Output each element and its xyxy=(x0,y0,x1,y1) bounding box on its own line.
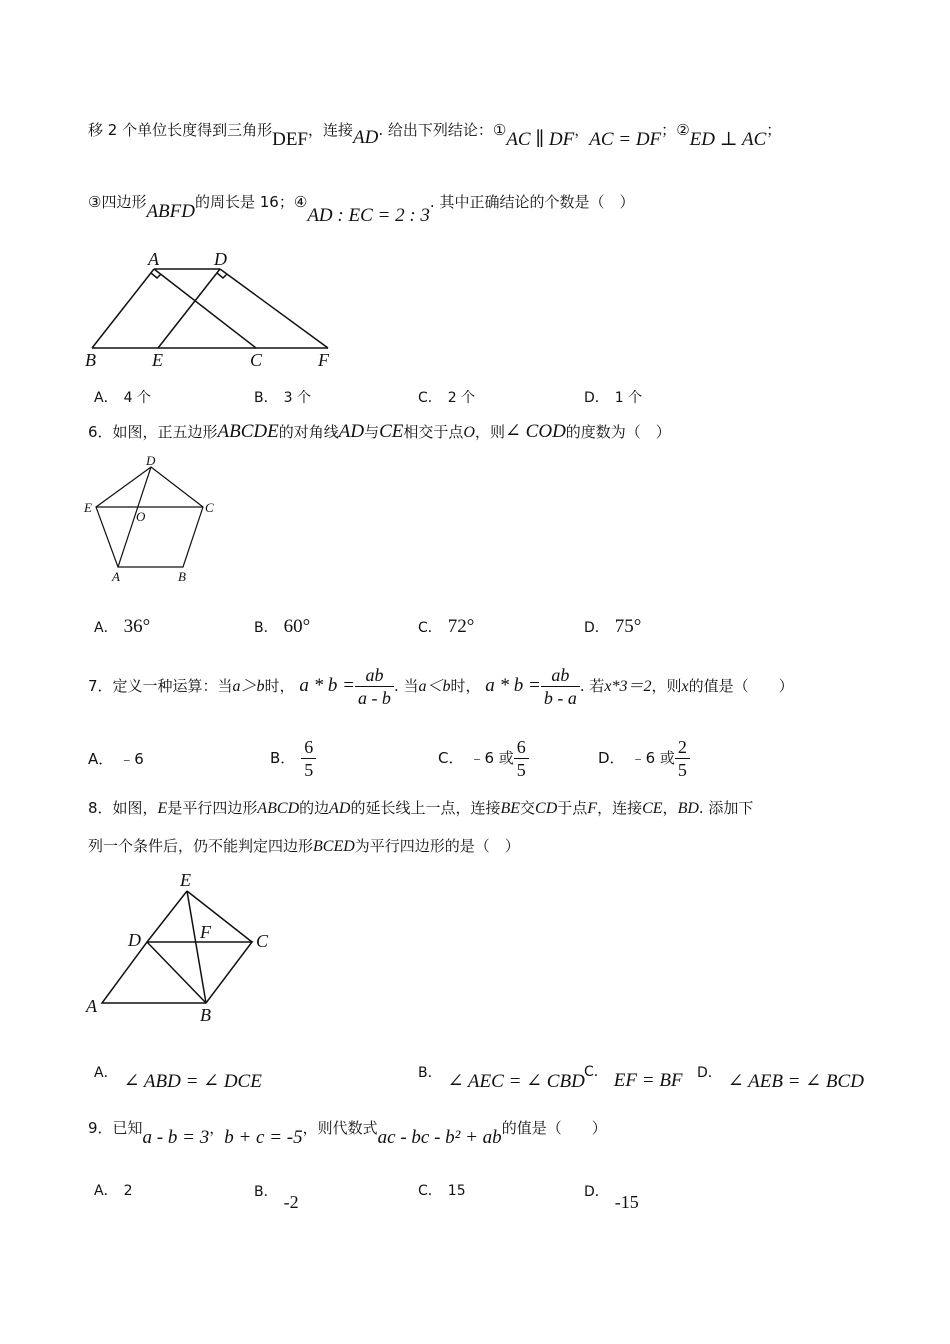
q5-option-d[interactable]: D． 1 个 xyxy=(584,390,643,406)
q5-label-c: C xyxy=(250,350,263,370)
q5-line2: ③四边形ABFD的周长是 16；④AD : EC = 2 : 3. 其中正确结论的个数是（ ） xyxy=(88,193,635,226)
q7-option-a[interactable]: A． ﹣6 xyxy=(88,750,144,768)
q8-option-b[interactable]: B． ∠ AEC = ∠ CBD xyxy=(418,1065,585,1092)
q5-option-c[interactable]: C． 2 个 xyxy=(418,390,476,406)
q9-option-a[interactable]: A． 2 xyxy=(94,1183,133,1199)
q9-stem: 9．已知a - b = 3，b + c = -5，则代数式ac - bc - b² + ab的值是（ ） xyxy=(88,1119,607,1148)
q8-label-d: D xyxy=(128,930,141,950)
q7-option-c[interactable]: C． ﹣6 或 $\frac{6}{5}$ xyxy=(438,736,529,781)
q6-figure xyxy=(82,452,222,587)
q8-option-d[interactable]: D． ∠ AEB = ∠ BCD xyxy=(697,1065,864,1092)
q8-stem-line1: 8．如图，E是平行四边形ABCD的边AD的延长线上一点，连接BE交CD于点F，连接CE，BD. 添加下 xyxy=(88,799,754,817)
q6-label-d: D xyxy=(146,453,156,468)
q5-option-a[interactable]: A． 4 个 xyxy=(94,390,151,406)
q6-stem: 6．如图，正五边形ABCDE的对角线AD与CE相交于点O，则∠ COD的度数为（ ） xyxy=(88,421,671,442)
q5-label-d: D xyxy=(214,249,227,269)
q6-label-e: E xyxy=(84,500,92,515)
q5-line1: 移 2 个单位长度得到三角形DEF，连接AD. 给出下列结论：①AC ∥ DF，AC = DF；②ED ⊥ AC； xyxy=(88,121,782,150)
q8-option-c[interactable]: C． EF = BF xyxy=(584,1064,683,1091)
q9-option-c[interactable]: C． 15 xyxy=(418,1183,466,1199)
q5-option-b[interactable]: B． 3 个 xyxy=(254,390,311,406)
q6-label-a: A xyxy=(112,569,120,584)
q8-label-e: E xyxy=(180,870,191,890)
q8-label-c: C xyxy=(256,931,269,951)
q6-label-o: O xyxy=(136,509,146,524)
q6-option-c[interactable]: C． 72° xyxy=(418,616,475,637)
q5-figure xyxy=(80,245,350,375)
q5-label-a: A xyxy=(148,249,159,269)
q7-frac1: $\frac{ab}{a - b}$ xyxy=(355,664,394,709)
q9-option-d[interactable]: D． -15 xyxy=(584,1184,639,1212)
q6-option-d[interactable]: D． 75° xyxy=(584,616,642,637)
q7-option-b[interactable]: B． $\frac{6}{5}$ xyxy=(270,736,316,781)
q8-label-a: A xyxy=(86,996,97,1016)
q6-option-b[interactable]: B． 60° xyxy=(254,616,311,637)
q5-label-f: F xyxy=(318,350,329,370)
q8-figure xyxy=(80,866,290,1026)
q6-label-b: B xyxy=(178,569,186,584)
q7-option-d[interactable]: D． ﹣6 或 $\frac{2}{5}$ xyxy=(598,736,690,781)
q9-option-b[interactable]: B． -2 xyxy=(254,1184,299,1212)
q7-stem: 7．定义一种运算：当a＞b时， a * b = $\frac{ab}{a - b}$ . 当a＜b时， a * b = $\frac{ab}{b - a}$ . 若x*3＝2，则x的值是（ ） xyxy=(88,665,794,708)
q8-label-b: B xyxy=(200,1005,211,1025)
q8-label-f: F xyxy=(200,922,211,942)
q5-label-b: B xyxy=(85,350,96,370)
q8-option-a[interactable]: A． ∠ ABD = ∠ DCE xyxy=(94,1065,262,1092)
q5-label-e: E xyxy=(152,350,163,370)
q6-option-a[interactable]: A． 36° xyxy=(94,616,151,637)
q6-label-c: C xyxy=(205,500,214,515)
q8-stem-line2: 列一个条件后，仍不能判定四边形BCED为平行四边形的是（ ） xyxy=(88,837,520,855)
def-label: DEF xyxy=(272,129,308,150)
q7-frac2: $\frac{ab}{b - a}$ xyxy=(541,664,580,709)
